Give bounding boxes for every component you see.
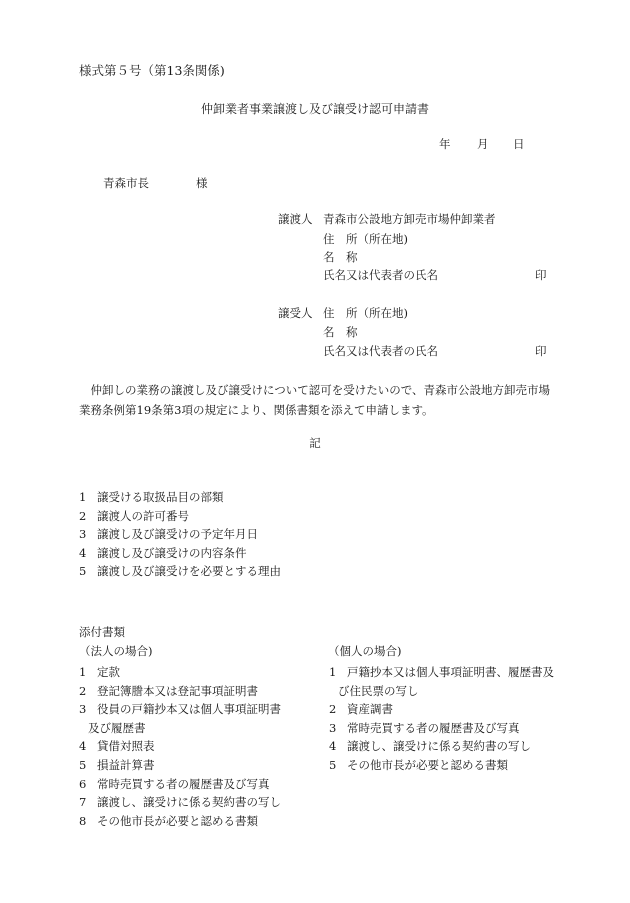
date-month-label: 月 bbox=[477, 137, 489, 151]
list-item bbox=[329, 663, 569, 682]
transferor-seal-mark: 印 bbox=[535, 268, 547, 282]
item-number: 4 bbox=[79, 545, 87, 560]
item-number: 1 bbox=[79, 665, 87, 679]
item-text: 譲渡し及び譲受けの予定年月日 bbox=[97, 527, 258, 542]
item-text: 損益計算書 bbox=[97, 757, 155, 772]
list-item bbox=[329, 737, 569, 756]
item-text: 戸籍抄本又は個人事項証明書、履歴書及 bbox=[347, 665, 554, 679]
list-item bbox=[329, 756, 569, 775]
form-number: 様式第５号（第13条関係) bbox=[79, 63, 225, 78]
item-text: 譲渡し及び譲受けの内容条件 bbox=[97, 545, 247, 560]
item-number: 3 bbox=[79, 527, 87, 542]
item-number: 3 bbox=[329, 720, 337, 735]
item-number: 2 bbox=[79, 683, 87, 698]
item-number: 2 bbox=[329, 702, 337, 717]
transferor-role: 青森市公設地方卸売市場仲卸業者 bbox=[323, 212, 496, 226]
item-text: 貸借対照表 bbox=[97, 739, 155, 754]
item-number: 2 bbox=[79, 508, 87, 523]
transferee-representative: 氏名又は代表者の氏名 bbox=[323, 344, 438, 358]
list-item bbox=[79, 663, 319, 682]
item-number: 8 bbox=[79, 813, 87, 828]
list-item bbox=[79, 682, 319, 701]
item-number: 5 bbox=[79, 757, 87, 772]
transferee-name: 名 称 bbox=[323, 325, 358, 339]
item-number: 5 bbox=[79, 564, 87, 579]
transferor-address: 住 所（所在地) bbox=[323, 232, 408, 246]
list-item bbox=[79, 775, 319, 794]
item-text: その他市長が必要と認める書類 bbox=[347, 757, 508, 772]
list-item bbox=[79, 737, 319, 756]
individual-heading: （個人の場合) bbox=[328, 644, 402, 658]
date-day-label: 日 bbox=[513, 137, 525, 151]
item-text: 譲受ける取扱品目の部類 bbox=[97, 490, 224, 504]
item-number: 3 bbox=[79, 702, 87, 717]
item-number: 6 bbox=[79, 776, 87, 791]
transferee-seal-mark: 印 bbox=[535, 344, 547, 358]
transferee-address: 住 所（所在地) bbox=[323, 306, 408, 320]
date-year-label: 年 bbox=[439, 137, 451, 151]
application-body-text: 仲卸しの業務の譲渡し及び譲受けについて認可を受けたいので、青森市公設地方卸売市場業務条例第19条第3項の規定により、関係書類を添えて申請します。 bbox=[79, 383, 551, 417]
document-title: 仲卸業者事業譲渡し及び譲受け認可申請書 bbox=[200, 102, 429, 116]
list-item bbox=[329, 700, 569, 719]
item-text: 譲渡し及び譲受けを必要とする理由 bbox=[97, 564, 281, 579]
item-text: その他市長が必要と認める書類 bbox=[97, 813, 258, 828]
list-item bbox=[79, 793, 319, 812]
item-number: 4 bbox=[329, 739, 337, 754]
item-list bbox=[79, 492, 281, 585]
item-number: 1 bbox=[329, 665, 337, 679]
item-text: 資産調書 bbox=[347, 702, 393, 717]
item-continuation: び住民票の写し bbox=[338, 683, 419, 698]
list-item bbox=[79, 566, 281, 585]
addressee-honorific: 様 bbox=[196, 176, 208, 190]
item-text: 常時売買する者の履歴書及び写真 bbox=[97, 776, 270, 791]
item-text: 譲渡人の許可番号 bbox=[97, 508, 189, 523]
item-text: 役員の戸籍抄本又は個人事項証明書 bbox=[97, 702, 281, 717]
item-number: 4 bbox=[79, 739, 87, 754]
item-text: 定款 bbox=[97, 665, 120, 679]
transferor-name: 名 称 bbox=[323, 250, 358, 264]
item-text: 譲渡し、譲受けに係る契約書の写し bbox=[97, 795, 281, 810]
item-text: 常時売買する者の履歴書及び写真 bbox=[347, 720, 520, 735]
addressee: 青森市長 bbox=[103, 176, 149, 190]
list-item bbox=[329, 719, 569, 738]
corporate-attachment-list bbox=[79, 663, 319, 830]
individual-attachment-list bbox=[329, 663, 569, 775]
item-text: 譲渡し、譲受けに係る契約書の写し bbox=[347, 739, 531, 754]
list-item bbox=[79, 700, 319, 719]
ki-heading: 記 bbox=[309, 436, 321, 450]
transferor-representative: 氏名又は代表者の氏名 bbox=[323, 268, 438, 282]
item-text: 登記簿謄本又は登記事項証明書 bbox=[97, 683, 258, 698]
item-number: 5 bbox=[329, 757, 337, 772]
item-number: 1 bbox=[79, 490, 87, 504]
attachments-title: 添付書類 bbox=[79, 625, 125, 639]
list-item bbox=[79, 812, 319, 831]
list-item bbox=[79, 756, 319, 775]
transferor-label: 譲渡人 bbox=[278, 212, 313, 226]
corporate-heading: （法人の場合) bbox=[79, 644, 153, 658]
transferee-label: 譲受人 bbox=[278, 306, 313, 320]
item-number: 7 bbox=[79, 795, 87, 810]
item-continuation: 及び履歴書 bbox=[88, 720, 146, 735]
